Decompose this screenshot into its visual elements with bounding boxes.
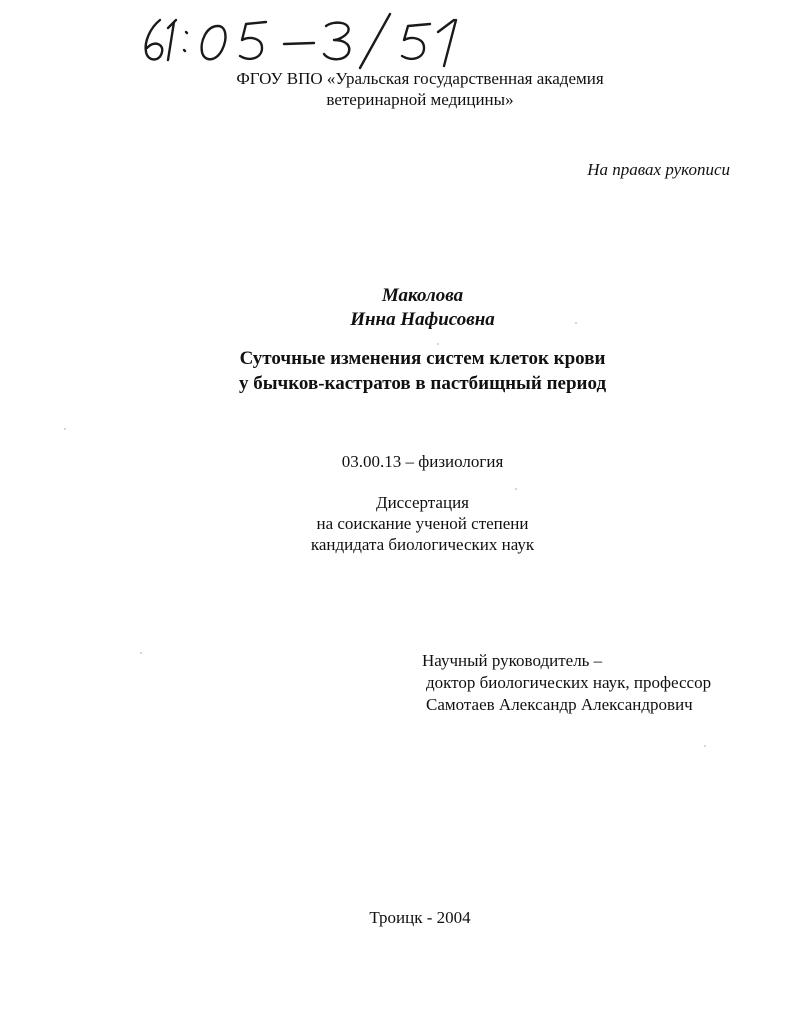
specialty-code: 03.00.13 – физиология bbox=[341, 452, 504, 471]
scan-speck bbox=[64, 428, 66, 430]
degree-line-2: на соискание ученой степени bbox=[316, 514, 529, 533]
author-given-names: Инна Нафисовна bbox=[350, 309, 495, 330]
supervisor-block bbox=[422, 650, 742, 716]
degree-line-1: Диссертация bbox=[375, 493, 469, 512]
supervisor-line-2: доктор биологических наук, профессор bbox=[426, 673, 712, 692]
scan-speck bbox=[140, 652, 142, 654]
degree-statement bbox=[250, 492, 595, 555]
author-surname: Маколова bbox=[381, 285, 464, 306]
organization-block bbox=[200, 68, 640, 110]
degree-line-3: кандидата биологических наук bbox=[310, 535, 535, 554]
manuscript-rights-note: На правах рукописи bbox=[587, 160, 730, 179]
dissertation-title bbox=[170, 346, 675, 396]
organization-line-1: ФГОУ ВПО «Уральская государственная академия bbox=[236, 69, 604, 88]
supervisor-line-3: Самотаев Александр Александрович bbox=[426, 695, 693, 714]
title-line-1: Суточные изменения систем клеток крови bbox=[239, 348, 606, 369]
place-and-year: Троицк - 2004 bbox=[369, 908, 471, 927]
handwritten-catalog-code bbox=[138, 6, 478, 72]
scan-speck bbox=[515, 488, 517, 490]
scan-speck bbox=[704, 745, 706, 747]
handwritten-code-drawing bbox=[138, 6, 478, 72]
title-line-2: у бычков-кастратов в пастбищный период bbox=[238, 373, 607, 394]
author-block bbox=[250, 284, 595, 332]
scan-speck bbox=[575, 322, 577, 324]
supervisor-line-1: Научный руководитель – bbox=[422, 651, 603, 670]
organization-line-2: ветеринарной медицины» bbox=[326, 90, 514, 109]
scan-speck bbox=[437, 343, 439, 345]
